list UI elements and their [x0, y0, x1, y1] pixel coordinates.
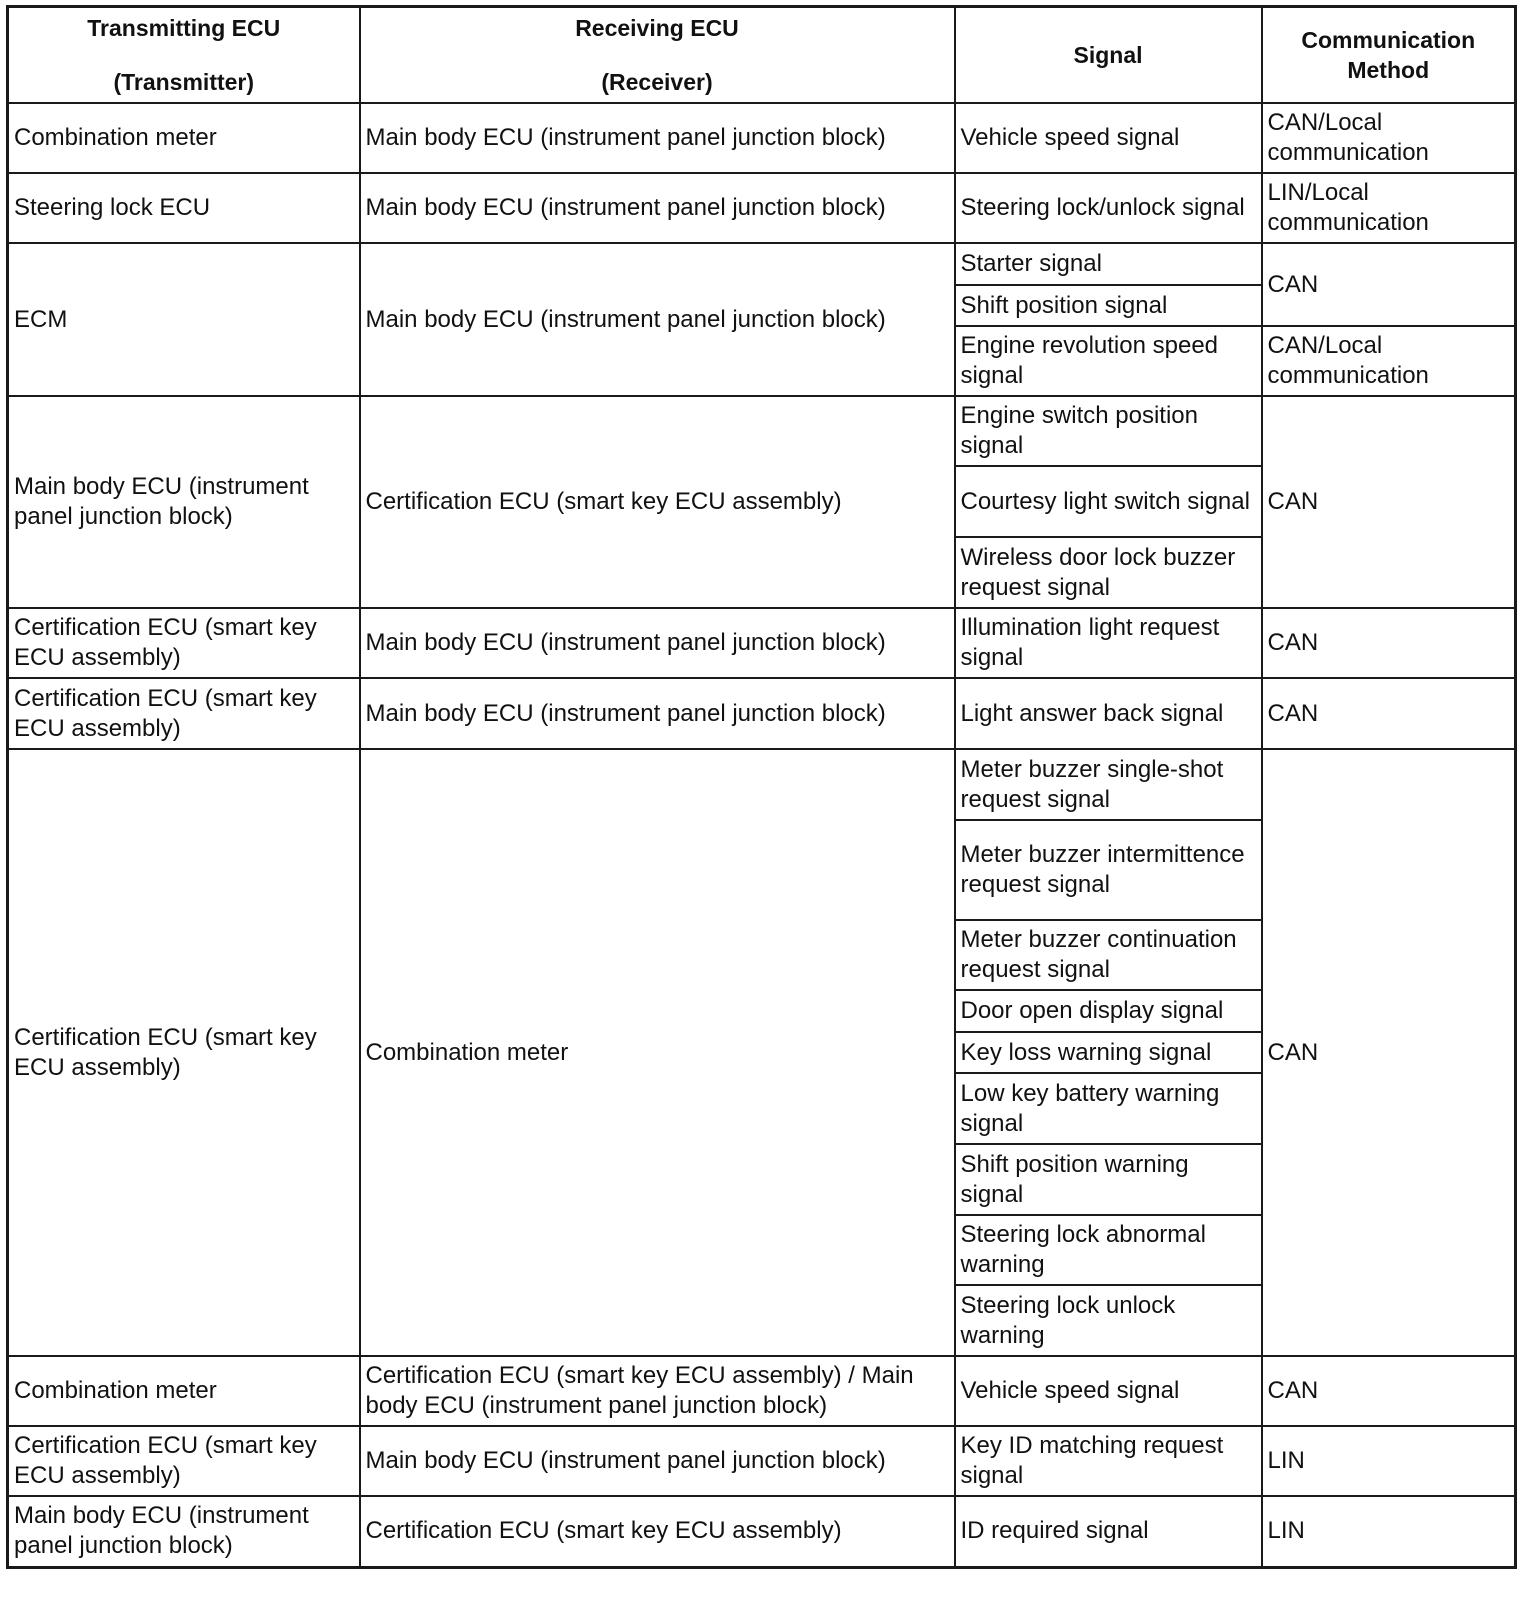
header-receiving-line1: Receiving ECU — [575, 15, 739, 41]
transmitter-cell: ECM — [8, 243, 360, 396]
signal-cell: Key loss warning signal — [955, 1032, 1262, 1073]
signal-cell: ID required signal — [955, 1496, 1262, 1567]
receiver-cell: Main body ECU (instrument panel junction block) — [360, 173, 955, 243]
header-receiving-ecu — [360, 7, 955, 104]
table-row — [8, 678, 1516, 749]
table-row — [8, 173, 1516, 243]
transmitter-cell: Certification ECU (smart key ECU assembly) — [8, 678, 360, 749]
signal-cell: Engine revolution speed signal — [955, 326, 1262, 396]
receiver-cell: Certification ECU (smart key ECU assembly) — [360, 396, 955, 608]
signal-cell: Courtesy light switch signal — [955, 466, 1262, 537]
signal-cell: Wireless door lock buzzer request signal — [955, 537, 1262, 608]
table-row — [8, 103, 1516, 173]
signal-cell: Shift position signal — [955, 285, 1262, 326]
receiver-cell: Main body ECU (instrument panel junction block) — [360, 608, 955, 678]
signal-cell: Starter signal — [955, 243, 1262, 285]
method-cell: CAN — [1262, 678, 1516, 749]
signal-cell: Meter buzzer single-shot request signal — [955, 749, 1262, 820]
table-row — [8, 1356, 1516, 1426]
transmitter-cell: Main body ECU (instrument panel junction block) — [8, 1496, 360, 1567]
transmitter-cell: Certification ECU (smart key ECU assembly) — [8, 1426, 360, 1496]
receiver-cell: Certification ECU (smart key ECU assembly) — [360, 1496, 955, 1567]
header-signal: Signal — [955, 7, 1262, 104]
table-row — [8, 243, 1516, 285]
table-row — [8, 1496, 1516, 1567]
signal-cell: Light answer back signal — [955, 678, 1262, 749]
header-method-line2: Method — [1347, 57, 1430, 83]
table-header-row — [8, 7, 1516, 104]
table-row — [8, 1426, 1516, 1496]
table-row — [8, 749, 1516, 820]
signal-cell: Steering lock/unlock signal — [955, 173, 1262, 243]
signal-cell: Engine switch position signal — [955, 396, 1262, 466]
method-cell: LIN — [1262, 1496, 1516, 1567]
table-row — [8, 396, 1516, 466]
receiver-cell: Main body ECU (instrument panel junction block) — [360, 103, 955, 173]
signal-cell: Steering lock abnormal warning — [955, 1215, 1262, 1285]
transmitter-cell: Certification ECU (smart key ECU assembly) — [8, 608, 360, 678]
receiver-cell: Combination meter — [360, 749, 955, 1356]
signal-cell: Meter buzzer continuation request signal — [955, 920, 1262, 990]
method-cell: CAN/Local communication — [1262, 326, 1516, 396]
signal-cell: Steering lock unlock warning — [955, 1285, 1262, 1356]
header-communication-method — [1262, 7, 1516, 104]
method-cell: CAN — [1262, 608, 1516, 678]
receiver-cell: Main body ECU (instrument panel junction block) — [360, 1426, 955, 1496]
header-method-line1: Communication — [1301, 27, 1476, 53]
ecu-communication-table — [6, 5, 1517, 1569]
method-cell: LIN/Local communication — [1262, 173, 1516, 243]
transmitter-cell: Certification ECU (smart key ECU assembly) — [8, 749, 360, 1356]
signal-cell: Meter buzzer intermittence request signal — [955, 820, 1262, 920]
transmitter-cell: Steering lock ECU — [8, 173, 360, 243]
receiver-cell: Certification ECU (smart key ECU assembly) / Main body ECU (instrument panel junction block) — [360, 1356, 955, 1426]
receiver-cell: Main body ECU (instrument panel junction block) — [360, 678, 955, 749]
signal-cell: Low key battery warning signal — [955, 1073, 1262, 1144]
transmitter-cell: Combination meter — [8, 1356, 360, 1426]
signal-cell: Shift position warning signal — [955, 1144, 1262, 1215]
signal-cell: Vehicle speed signal — [955, 1356, 1262, 1426]
method-cell: CAN — [1262, 749, 1516, 1356]
transmitter-cell: Main body ECU (instrument panel junction block) — [8, 396, 360, 608]
method-cell: CAN — [1262, 243, 1516, 326]
table-row — [8, 608, 1516, 678]
signal-cell: Vehicle speed signal — [955, 103, 1262, 173]
method-cell: CAN/Local communication — [1262, 103, 1516, 173]
header-transmitting-line2: (Transmitter) — [113, 69, 255, 95]
signal-cell: Door open display signal — [955, 990, 1262, 1032]
header-receiving-line2: (Receiver) — [601, 69, 713, 95]
method-cell: CAN — [1262, 396, 1516, 608]
header-transmitting-ecu — [8, 7, 360, 104]
signal-cell: Key ID matching request signal — [955, 1426, 1262, 1496]
method-cell: LIN — [1262, 1426, 1516, 1496]
transmitter-cell: Combination meter — [8, 103, 360, 173]
header-transmitting-line1: Transmitting ECU — [87, 15, 281, 41]
method-cell: CAN — [1262, 1356, 1516, 1426]
receiver-cell: Main body ECU (instrument panel junction block) — [360, 243, 955, 396]
signal-cell: Illumination light request signal — [955, 608, 1262, 678]
